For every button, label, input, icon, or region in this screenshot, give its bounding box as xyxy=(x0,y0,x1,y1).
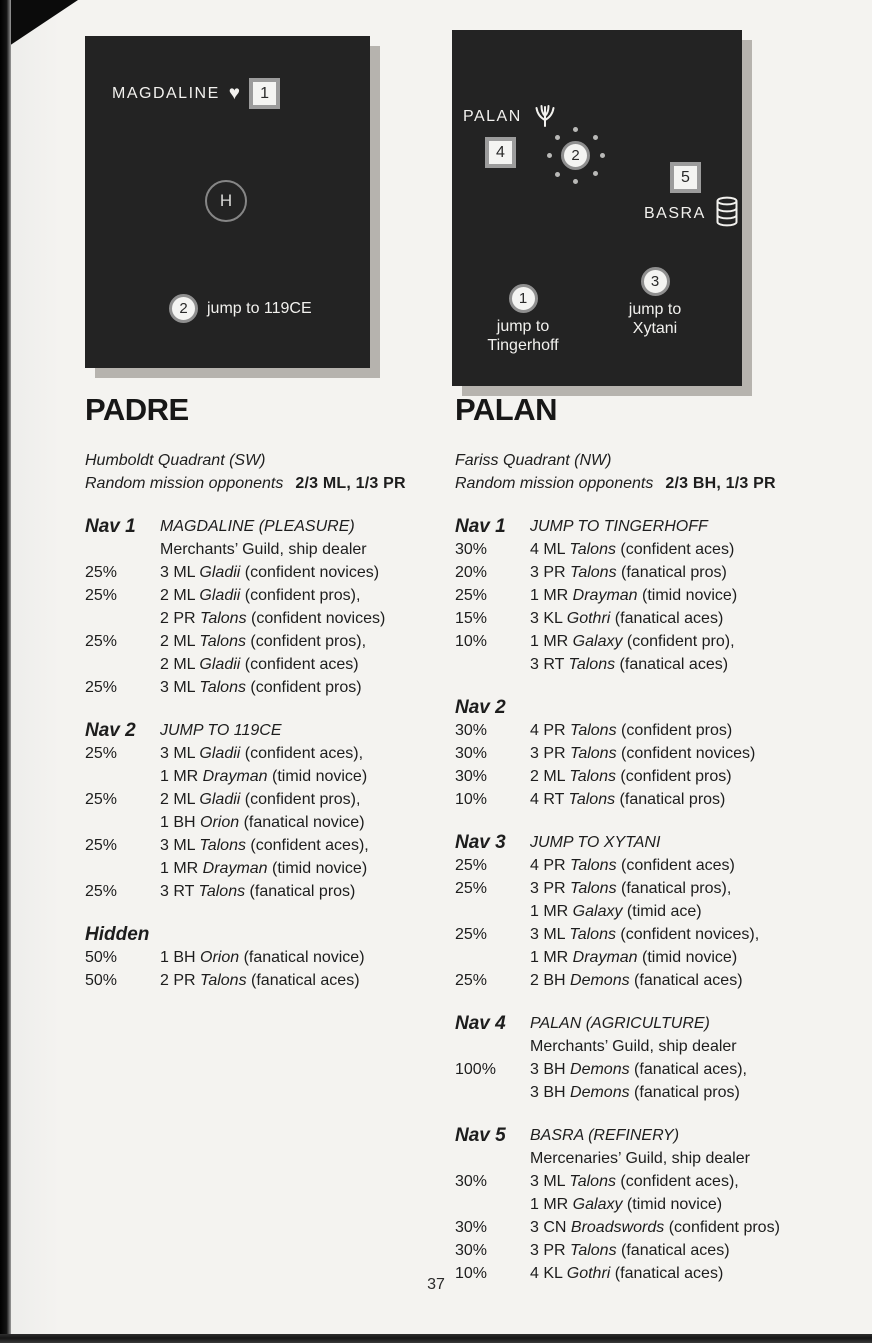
palan-map xyxy=(452,30,742,386)
encounter-row xyxy=(85,788,435,834)
basra-base-marker xyxy=(644,196,739,232)
probability: 25% xyxy=(455,972,488,989)
planet-label: PALAN xyxy=(463,107,522,125)
system-column xyxy=(455,392,805,1285)
ship-name: Demons xyxy=(570,1084,630,1101)
nav-section xyxy=(455,1124,805,1285)
jump-circle-1 xyxy=(509,284,538,313)
jump-label: jump to Xytani xyxy=(628,301,682,337)
ship-name: Talons xyxy=(569,926,616,943)
encounter-line: 4 RT Talons (fanatical pros) xyxy=(530,791,726,808)
probability: 25% xyxy=(455,857,488,874)
hidden-nav-letter: H xyxy=(219,191,233,210)
ship-name: Gladii xyxy=(199,745,241,762)
jump-number: 3 xyxy=(650,273,660,290)
encounter-line: 3 BH Demons (fanatical pros) xyxy=(530,1084,740,1101)
probability: 25% xyxy=(455,880,488,897)
encounter-row xyxy=(85,834,435,880)
encounter-row xyxy=(85,630,435,676)
encounter-line: 1 MR Drayman (timid novice) xyxy=(160,860,368,877)
probability: 30% xyxy=(455,1242,488,1259)
base-label: BASRA xyxy=(644,205,706,222)
encounter-row xyxy=(85,946,435,969)
encounter-line: 2 PR Talons (confident novices) xyxy=(160,610,386,627)
system-title: PALAN xyxy=(455,392,557,427)
ship-name: Talons xyxy=(570,880,617,897)
ship-name: Talons xyxy=(570,745,617,762)
encounter-line: 4 PR Talons (confident aces) xyxy=(530,857,735,874)
jump-number: 2 xyxy=(179,300,188,317)
random-opponents-label: Random mission opponents xyxy=(455,475,654,492)
encounter-line: 3 ML Talons (confident novices), xyxy=(530,926,760,943)
encounter-row xyxy=(455,877,805,923)
encounter-row xyxy=(455,1058,805,1104)
ship-name: Talons xyxy=(199,679,246,696)
system-column xyxy=(85,392,435,992)
ship-name: Gladii xyxy=(199,564,241,581)
jump-circle-2 xyxy=(169,294,198,323)
nav-number: 2 xyxy=(571,147,580,164)
encounter-row xyxy=(85,561,435,584)
encounter-line: 4 PR Talons (confident pros) xyxy=(530,722,733,739)
nav-section xyxy=(455,515,805,676)
probability: 25% xyxy=(85,837,118,854)
nav-square-number: 4 xyxy=(496,143,505,161)
hidden-nav-marker xyxy=(205,180,247,222)
probability: 25% xyxy=(85,633,118,650)
probability: 25% xyxy=(85,564,118,581)
ship-name: Talons xyxy=(570,857,617,874)
nav-heading: Nav 2 xyxy=(455,697,506,718)
encounter-line: 4 KL Gothri (fanatical aces) xyxy=(530,1265,724,1282)
ship-name: Gladii xyxy=(199,587,241,604)
encounter-row xyxy=(455,854,805,877)
encounter-line: 3 KL Gothri (fanatical aces) xyxy=(530,610,724,627)
ship-name: Talons xyxy=(569,541,616,558)
scan-binding-edge xyxy=(0,0,11,1343)
nav-square-number: 5 xyxy=(681,168,690,186)
nav-subtitle: Mercenaries’ Guild, ship dealer xyxy=(530,1150,750,1167)
encounter-row xyxy=(455,1239,805,1262)
probability: 25% xyxy=(455,587,488,604)
random-opponents-line xyxy=(455,472,805,495)
encounter-row xyxy=(85,969,435,992)
ship-name: Talons xyxy=(568,791,616,808)
page-number: 37 xyxy=(427,1276,445,1293)
ship-name: Talons xyxy=(199,633,246,650)
ship-name: Drayman xyxy=(572,587,638,604)
sections xyxy=(455,515,805,1285)
ship-name: Galaxy xyxy=(572,633,623,650)
probability: 100% xyxy=(455,1061,496,1078)
probability: 30% xyxy=(455,722,488,739)
probability: 10% xyxy=(455,791,488,808)
jump-point-3 xyxy=(596,267,714,338)
ship-name: Demons xyxy=(570,972,630,989)
encounter-row xyxy=(85,584,435,630)
encounter-line: 3 RT Talons (fanatical aces) xyxy=(530,656,729,673)
ship-name: Orion xyxy=(200,949,240,966)
probability: 30% xyxy=(455,1173,488,1190)
random-opponents-value: 2/3 ML, 1/3 PR xyxy=(295,475,406,492)
nav-title: MAGDALINE (PLEASURE) xyxy=(160,518,355,535)
encounter-line: 2 PR Talons (fanatical aces) xyxy=(160,972,360,989)
encounter-row xyxy=(455,1170,805,1216)
ship-name: Talons xyxy=(570,722,617,739)
probability: 50% xyxy=(85,949,118,966)
jump-number: 1 xyxy=(518,290,528,307)
encounter-line: 3 PR Talons (fanatical pros), xyxy=(530,880,732,897)
base-label: MAGDALINE xyxy=(112,84,220,102)
ship-name: Talons xyxy=(570,1242,617,1259)
encounter-line: 1 MR Galaxy (timid novice) xyxy=(530,1196,723,1213)
probability: 25% xyxy=(85,883,118,900)
encounter-line: 3 PR Talons (confident novices) xyxy=(530,745,756,762)
barrel-icon xyxy=(715,196,739,232)
ship-name: Demons xyxy=(570,1061,630,1078)
encounter-line: 1 MR Galaxy (confident pro), xyxy=(530,633,735,650)
encounter-line: 3 ML Talons (confident pros) xyxy=(160,679,362,696)
encounter-line: 3 PR Talons (fanatical pros) xyxy=(530,564,727,581)
probability: 50% xyxy=(85,972,118,989)
encounter-row xyxy=(85,880,435,903)
nav-section xyxy=(455,696,805,811)
encounter-row xyxy=(455,788,805,811)
nav-heading: Nav 4 xyxy=(455,1013,506,1034)
probability: 30% xyxy=(455,745,488,762)
nav-heading: Nav 5 xyxy=(455,1125,506,1146)
ship-name: Gothri xyxy=(566,1265,611,1282)
ship-name: Orion xyxy=(200,814,240,831)
encounter-row xyxy=(455,630,805,676)
ship-name: Drayman xyxy=(202,768,268,785)
ship-name: Talons xyxy=(568,656,616,673)
probability: 25% xyxy=(85,587,118,604)
system-title: PADRE xyxy=(85,392,189,427)
nav-title: BASRA (REFINERY) xyxy=(530,1127,680,1144)
sections xyxy=(85,515,435,992)
jump-point-1 xyxy=(462,284,584,355)
scan-bottom-edge xyxy=(0,1334,872,1343)
probability: 30% xyxy=(455,1219,488,1236)
encounter-line: 3 ML Talons (confident aces), xyxy=(530,1173,739,1190)
ship-name: Talons xyxy=(198,883,246,900)
nav-heading: Hidden xyxy=(85,924,150,945)
encounter-line: 3 RT Talons (fanatical pros) xyxy=(160,883,356,900)
nav-square-5 xyxy=(670,162,701,193)
nav-heading: Nav 3 xyxy=(455,832,506,853)
nav-square-number: 1 xyxy=(260,84,269,102)
encounter-row xyxy=(455,584,805,607)
encounter-row xyxy=(455,742,805,765)
encounter-row xyxy=(455,561,805,584)
encounter-row xyxy=(455,923,805,969)
encounter-line: 3 ML Gladii (confident novices) xyxy=(160,564,380,581)
ship-name: Galaxy xyxy=(572,1196,623,1213)
nav-title: JUMP TO XYTANI xyxy=(530,834,661,851)
encounter-line: 3 ML Gladii (confident aces), xyxy=(160,745,364,762)
random-opponents-value: 2/3 BH, 1/3 PR xyxy=(665,475,776,492)
ship-name: Talons xyxy=(570,564,617,581)
encounter-line: 2 ML Gladii (confident pros), xyxy=(160,587,361,604)
system-quadrant: Fariss Quadrant (NW) xyxy=(455,452,612,469)
encounter-line: 2 ML Gladii (confident pros), xyxy=(160,791,361,808)
encounter-row xyxy=(85,742,435,788)
heart-icon: ♥ xyxy=(228,83,241,104)
encounter-row xyxy=(455,765,805,788)
probability: 25% xyxy=(85,791,118,808)
scan-corner-shadow xyxy=(0,0,78,52)
nav-section xyxy=(85,515,435,699)
encounter-line: 3 PR Talons (fanatical aces) xyxy=(530,1242,730,1259)
ship-name: Talons xyxy=(200,972,247,989)
probability: 25% xyxy=(85,679,118,696)
jump-label: jump to Tingerhoff xyxy=(487,318,559,354)
encounter-line: 3 CN Broadswords (confident pros) xyxy=(530,1219,780,1236)
ship-name: Gladii xyxy=(199,791,241,808)
nav-section xyxy=(455,1012,805,1104)
encounter-line: 1 MR Drayman (timid novice) xyxy=(160,768,368,785)
probability: 25% xyxy=(455,926,488,943)
encounter-line: 1 MR Drayman (timid novice) xyxy=(530,587,738,604)
nav-subtitle: Merchants’ Guild, ship dealer xyxy=(530,1038,737,1055)
random-opponents-label: Random mission opponents xyxy=(85,475,284,492)
nav-section xyxy=(455,831,805,992)
encounter-row xyxy=(85,676,435,699)
nav-heading: Nav 1 xyxy=(455,516,506,537)
jump-point-2 xyxy=(169,294,312,323)
probability: 25% xyxy=(85,745,118,762)
jump-label: jump to 119CE xyxy=(207,299,312,317)
nav-circle-2 xyxy=(561,141,590,170)
ship-name: Talons xyxy=(199,837,246,854)
encounter-line: 3 ML Talons (confident aces), xyxy=(160,837,369,854)
probability: 20% xyxy=(455,564,488,581)
ship-name: Gladii xyxy=(199,656,241,673)
ship-name: Talons xyxy=(569,768,616,785)
encounter-row xyxy=(455,1216,805,1239)
encounter-line: 2 ML Gladii (confident aces) xyxy=(160,656,359,673)
encounter-line: 1 MR Galaxy (timid ace) xyxy=(530,903,702,920)
jump-circle-3 xyxy=(641,267,670,296)
ship-name: Galaxy xyxy=(572,903,623,920)
ship-name: Drayman xyxy=(202,860,268,877)
nav-title: PALAN (AGRICULTURE) xyxy=(530,1015,710,1032)
magdaline-base-marker xyxy=(112,78,280,109)
encounter-line: 1 BH Orion (fanatical novice) xyxy=(160,949,365,966)
encounter-line: 2 ML Talons (confident pros) xyxy=(530,768,732,785)
probability: 15% xyxy=(455,610,488,627)
ship-name: Talons xyxy=(200,610,247,627)
encounter-line: 3 BH Demons (fanatical aces), xyxy=(530,1061,747,1078)
encounter-line: 4 ML Talons (confident aces) xyxy=(530,541,735,558)
encounter-row xyxy=(455,607,805,630)
ship-name: Drayman xyxy=(572,949,638,966)
ship-name: Broadswords xyxy=(570,1219,665,1236)
ship-name: Talons xyxy=(569,1173,616,1190)
nav-square-4 xyxy=(485,137,516,168)
random-opponents-line xyxy=(85,472,435,495)
plant-icon xyxy=(531,100,559,133)
system-quadrant: Humboldt Quadrant (SW) xyxy=(85,452,266,469)
nav-title: JUMP TO TINGERHOFF xyxy=(530,518,708,535)
nav-subtitle: Merchants’ Guild, ship dealer xyxy=(160,541,367,558)
palan-planet-marker xyxy=(463,100,559,133)
encounter-line: 1 MR Drayman (timid novice) xyxy=(530,949,738,966)
probability: 30% xyxy=(455,768,488,785)
encounter-row xyxy=(455,719,805,742)
encounter-line: 2 ML Talons (confident pros), xyxy=(160,633,367,650)
encounter-row xyxy=(455,969,805,992)
nav-heading: Nav 1 xyxy=(85,516,136,537)
nav-title: JUMP TO 119CE xyxy=(160,722,282,739)
ship-name: Gothri xyxy=(566,610,611,627)
encounter-line: 1 BH Orion (fanatical novice) xyxy=(160,814,365,831)
encounter-line: 2 BH Demons (fanatical aces) xyxy=(530,972,743,989)
encounter-row xyxy=(455,538,805,561)
nav-section xyxy=(85,719,435,903)
probability: 10% xyxy=(455,633,488,650)
probability: 30% xyxy=(455,541,488,558)
padre-map xyxy=(85,36,370,368)
nav-section xyxy=(85,923,435,992)
nav-heading: Nav 2 xyxy=(85,720,136,741)
nav-square-1 xyxy=(249,78,280,109)
probability: 10% xyxy=(455,1265,488,1282)
